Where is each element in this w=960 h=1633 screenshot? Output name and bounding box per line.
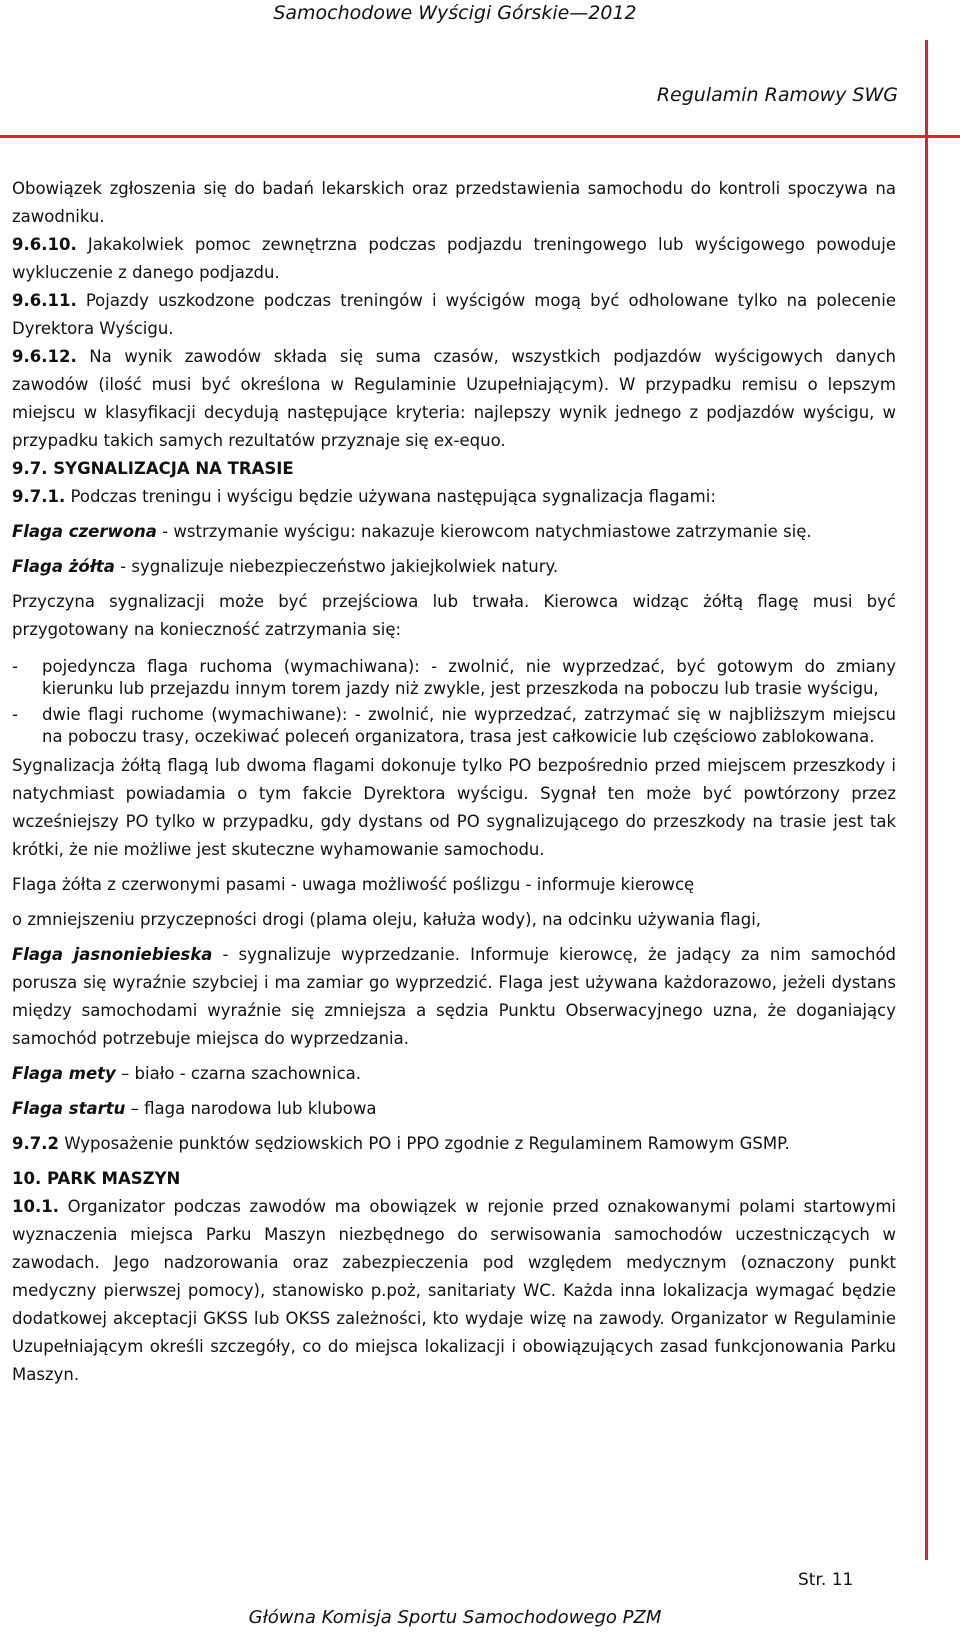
section-number: 10.1. xyxy=(12,1197,59,1216)
section-9-7-1 xyxy=(12,483,896,511)
flag-start xyxy=(12,1095,896,1123)
paragraph-medical: Obowiązek zgłoszenia się do badań lekarskich oraz przedstawienia samochodu do kontroli spoczywa na zawodniku. xyxy=(12,179,896,226)
header-subtitle: Regulamin Ramowy SWG xyxy=(656,84,898,106)
section-number: 9.7.1. xyxy=(12,487,66,506)
section-number: 9.6.10. xyxy=(12,235,77,254)
flag-label: Flaga startu xyxy=(12,1099,126,1118)
section-text: Na wynik zawodów składa się suma czasów, wszystkich podjazdów wyścigowych danych zawodów (ilość musi być określona w Regulaminie Uzupełniającym). W przypadku remisu o lepszym miejscu w klasyfikacji decydują następujące kryteria: najlepszy wynik jednego z podjazdów wyścigu, w przypadku takich samych rezultatów przyznaje się ex-equo. xyxy=(12,347,896,450)
document-body xyxy=(12,175,896,1389)
footer-organization: Główna Komisja Sportu Samochodowego PZM xyxy=(248,1607,662,1628)
section-text: Organizator podczas zawodów ma obowiązek w rejonie przed oznakowanymi polami startowymi wyznaczenia miejsca Parku Maszyn niezbędnego do serwisowania samochodów uczestniczących w zawodach. Jego nadzorowania oraz zabezpieczenia pod względem medycznym (oznaczony punkt medyczny pierwszej pomocy), stanowisko p.poż, sanitariaty WC. Każda inna lokalizacja wymagać będzie dodatkowej akceptacji GKSS lub OKSS zależności, kto wydaje wizę na zawody. Organizator w Regulaminie Uzupełniającym określi szczegóły, co do miejsca lokalizacji i obowiązujących zasad funkcjonowania Parku Maszyn. xyxy=(12,1197,896,1384)
margin-rule xyxy=(925,40,928,1560)
paragraph-stripes-line1: Flaga żółta z czerwonymi pasami - uwaga możliwość poślizgu - informuje kierowcę xyxy=(12,875,695,894)
list-item xyxy=(12,704,896,748)
section-text: Jakakolwiek pomoc zewnętrzna podczas podjazdu treningowego lub wyścigowego powoduje wykluczenie z danego podjazdu. xyxy=(12,235,896,282)
paragraph-stripes-line2: o zmniejszeniu przyczepności drogi (plama oleju, kałuża wody), na odcinku używania flagi, xyxy=(12,910,762,929)
header-rule xyxy=(0,135,960,138)
section-text: Pojazdy uszkodzone podczas treningów i wyścigów mogą być odholowane tylko na polecenie Dyrektora Wyścigu. xyxy=(12,291,896,338)
flag-label: Flaga jasnoniebieska xyxy=(12,945,213,964)
page-number: Str. 11 xyxy=(798,1570,854,1590)
list-dash: - xyxy=(12,705,18,724)
section-number: 9.7.2 xyxy=(12,1134,59,1153)
heading-10: 10. PARK MASZYN xyxy=(12,1169,181,1188)
section-9-6-10 xyxy=(12,231,896,287)
flag-text: – biało - czarna szachownica. xyxy=(115,1064,362,1083)
list-item-text: pojedyncza flaga ruchoma (wymachiwana): - zwolnić, nie wyprzedzać, być gotowym do zmiany kierunku lub przejazdu innym torem jazdy niż zwykle, jest przeszkoda na poboczu lub trasie wyścigu, xyxy=(42,657,896,698)
heading-9-7: 9.7. SYGNALIZACJA NA TRASIE xyxy=(12,459,294,478)
section-9-6-12 xyxy=(12,343,896,455)
section-9-6-11 xyxy=(12,287,896,343)
flag-text: – flaga narodowa lub klubowa xyxy=(125,1099,377,1118)
section-text: Wyposażenie punktów sędziowskich PO i PPO zgodnie z Regulaminem Ramowym GSMP. xyxy=(58,1134,790,1153)
flag-yellow xyxy=(12,553,896,581)
section-10-1 xyxy=(12,1193,896,1389)
list-item-text: dwie flagi ruchome (wymachiwane): - zwolnić, nie wyprzedzać, zatrzymać się w najbliższym miejscu na poboczu trasy, oczekiwać poleceń organizatora, trasa jest całkowicie lub częściowo zablokowana. xyxy=(42,705,896,746)
flag-label: Flaga żółta xyxy=(12,557,115,576)
flag-red xyxy=(12,518,896,546)
paragraph-yellow-cause: Przyczyna sygnalizacji może być przejściowa lub trwała. Kierowca widząc żółtą flagę musi być przygotowany na konieczność zatrzymania się: xyxy=(12,592,896,639)
section-number: 9.6.11. xyxy=(12,291,77,310)
section-9-7-2 xyxy=(12,1130,896,1158)
section-number: 9.6.12. xyxy=(12,347,77,366)
flag-text: - sygnalizuje wyprzedzanie. Informuje kierowcę, że jadący za nim samochód porusza się wyraźnie szybciej i ma zamiar go wyprzedzić. Flaga jest używana każdorazowo, jeżeli dystans między samochodami wyraźnie się zmniejsza a sędzia Punktu Obserwacyjnego uzna, że doganiający samochód potrzebuje miejsca do wyprzedzania. xyxy=(12,945,897,1048)
header-title: Samochodowe Wyścigi Górskie—2012 xyxy=(273,2,637,24)
flag-blue xyxy=(12,941,896,1053)
section-text: Podczas treningu i wyścigu będzie używana następująca sygnalizacja flagami: xyxy=(65,487,716,506)
flag-label: Flaga czerwona xyxy=(12,522,157,541)
list-item xyxy=(12,656,896,700)
list-dash: - xyxy=(12,657,18,676)
flag-text: - sygnalizuje niebezpieczeństwo jakiejkolwiek natury. xyxy=(114,557,559,576)
flag-finish xyxy=(12,1060,896,1088)
flag-label: Flaga mety xyxy=(12,1064,116,1083)
paragraph-signalling: Sygnalizacja żółtą flagą lub dwoma flagami dokonuje tylko PO bezpośrednio przed miejscem przeszkody i natychmiast powiadamia o tym fakcie Dyrektora wyścigu. Sygnał ten może być powtórzony przez wcześniejszy PO tylko w przypadku, gdy dystans od PO sygnalizującego do przeszkody na trasie jest tak krótki, że nie możliwe jest skuteczne wyhamowanie samochodu. xyxy=(12,756,896,859)
flag-text: - wstrzymanie wyścigu: nakazuje kierowcom natychmiastowe zatrzymanie się. xyxy=(156,522,812,541)
